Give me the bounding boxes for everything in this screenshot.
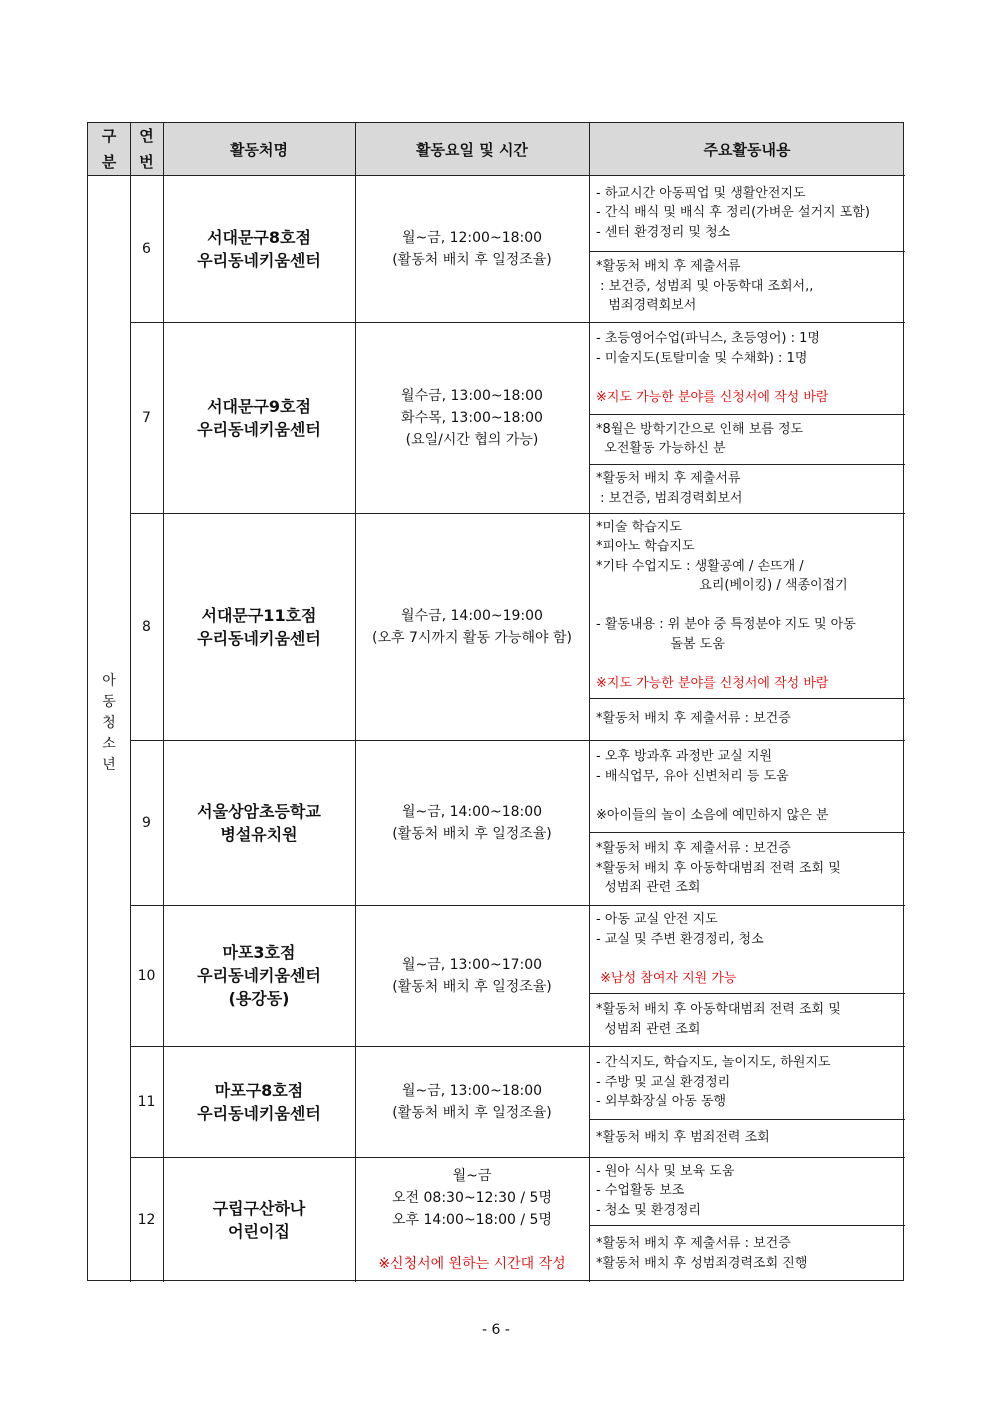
content-line: ※아이들의 놀이 소음에 예민하지 않은 분	[596, 807, 829, 823]
row-number: 7	[142, 409, 151, 426]
schedule-line: ※신청서에 원하는 시간대 작성	[378, 1255, 566, 1272]
content-block	[589, 414, 905, 464]
place-name	[197, 226, 321, 272]
content-text	[589, 747, 828, 825]
header-number-top: 연	[139, 127, 154, 145]
content-line: - 주방 및 교실 환경정리	[596, 1074, 731, 1090]
content-line: *피아노 학습지도	[596, 539, 695, 555]
category-cell	[88, 175, 130, 1282]
content-line: - 청소 및 환경정리	[596, 1202, 701, 1218]
row-time	[355, 175, 589, 322]
row-time	[355, 1157, 589, 1282]
schedule-text	[392, 801, 552, 845]
place-name-line: (용강동)	[228, 989, 290, 1008]
schedule-line: (활동처 배치 후 일정조율)	[392, 1104, 552, 1121]
place-name	[197, 941, 321, 1010]
header-number-label	[139, 123, 154, 175]
row-number: 6	[142, 240, 151, 257]
schedule-line	[378, 1231, 565, 1253]
schedule-text	[378, 1165, 565, 1275]
page-number: - 6 -	[482, 1322, 510, 1338]
header-time: 활동요일 및 시간	[416, 140, 528, 159]
content-block	[589, 1225, 905, 1282]
content-line: : 보건증, 범죄경력회보서	[596, 490, 743, 506]
schedule-text	[392, 954, 552, 998]
content-line: *미술 학습지도	[596, 519, 682, 535]
content-line	[596, 368, 828, 388]
content-line: ※남성 참여자 지원 가능	[596, 970, 737, 986]
activity-table	[87, 122, 904, 1281]
content-line: - 센터 환경정리 및 청소	[596, 224, 731, 240]
content-line: - 원아 식사 및 보육 도움	[596, 1163, 735, 1179]
content-block	[589, 698, 905, 740]
content-block	[589, 464, 905, 513]
place-name-line: 우리동네키움센터	[197, 419, 321, 439]
place-name-line: 우리동네키움센터	[197, 1103, 321, 1123]
content-text	[589, 1128, 770, 1148]
schedule-line: 오전 08:30~12:30 / 5명	[392, 1189, 552, 1206]
row-number: 12	[137, 1211, 156, 1228]
header-place: 활동처명	[230, 140, 288, 159]
row-time	[355, 905, 589, 1046]
schedule-line: 월~금, 12:00~18:00	[401, 229, 543, 246]
content-text	[589, 257, 813, 316]
content-line: *8월은 방학기간으로 인해 보름 정도	[596, 421, 804, 437]
row-place	[163, 1046, 355, 1157]
content-line: - 교실 및 주변 환경정리, 청소	[596, 931, 764, 947]
content-line: 성범죄 관련 조회	[596, 1021, 701, 1037]
content-line: : 보건증, 성범죄 및 아동학대 조회서,,	[596, 278, 814, 294]
content-line: ※지도 가능한 분야를 신청서에 작성 바람	[596, 675, 829, 691]
schedule-line: (오후 7시까지 활동 가능해야 함)	[372, 629, 572, 646]
content-text	[589, 1234, 807, 1273]
content-line: - 외부화장실 아동 동행	[596, 1094, 727, 1110]
row-place	[163, 513, 355, 740]
place-name-line: 서대문구8호점	[207, 227, 311, 247]
content-line: *활동처 배치 후 제출서류 : 보건증	[596, 711, 791, 727]
content-block	[589, 1157, 905, 1225]
content-text	[589, 1000, 841, 1039]
content-line: *활동처 배치 후 아동학대범죄 전력 조회 및	[596, 1002, 841, 1017]
content-line: *활동처 배치 후 성범죄경력조회 진행	[596, 1255, 808, 1271]
row-time	[355, 322, 589, 513]
schedule-text	[392, 1080, 552, 1124]
row-place	[163, 1157, 355, 1282]
schedule-line: 월~금	[452, 1167, 492, 1184]
content-text	[589, 910, 764, 988]
content-line: 돌봄 도움	[596, 636, 725, 652]
content-block	[589, 832, 905, 905]
header-category-top: 구	[101, 127, 117, 145]
place-name-line: 마포3호점	[222, 943, 296, 962]
schedule-text	[392, 227, 552, 271]
row-number: 11	[137, 1093, 156, 1110]
content-line: *활동처 배치 후 제출서류	[596, 259, 741, 275]
category-label: 아동청소년	[102, 673, 116, 773]
content-line: - 수업활동 보조	[596, 1183, 685, 1199]
content-line	[596, 596, 856, 616]
content-text	[589, 420, 803, 459]
content-line	[596, 949, 764, 969]
place-name-line: 마포구8호점	[214, 1080, 304, 1100]
content-line: *활동처 배치 후 제출서류 : 보건증	[596, 841, 791, 857]
content-line: 범죄경력회보서	[596, 298, 697, 314]
content-line: - 초등영어수업(파닉스, 초등영어) : 1명	[596, 331, 820, 346]
content-text	[589, 518, 856, 694]
content-line: ※지도 가능한 분야를 신청서에 작성 바람	[596, 389, 829, 405]
place-name	[197, 604, 321, 650]
schedule-line: 월~금, 13:00~18:00	[401, 1082, 543, 1099]
content-block	[589, 905, 905, 993]
place-name-line: 서대문구9호점	[207, 396, 311, 416]
row-number: 9	[142, 814, 151, 831]
content-text	[589, 1162, 734, 1221]
schedule-text	[401, 385, 543, 451]
header-number-bottom: 번	[139, 153, 154, 171]
schedule-line: (요일/시간 협의 가능)	[405, 431, 539, 448]
row-number: 8	[142, 618, 151, 635]
content-text	[589, 1053, 831, 1112]
content-block	[589, 513, 905, 698]
content-line: - 활동내용 : 위 분야 중 특정분야 지도 및 아동	[596, 617, 856, 633]
content-block	[589, 175, 905, 251]
content-text	[589, 329, 828, 407]
place-name-line: 우리동네키움센터	[197, 966, 321, 985]
content-line: *활동처 배치 후 아동학대범죄 전력 조회 및	[596, 860, 841, 876]
place-name	[197, 1079, 321, 1125]
content-line: *활동처 배치 후 제출서류	[596, 471, 741, 486]
content-block	[589, 740, 905, 832]
place-name-line: 병설유치원	[220, 824, 298, 844]
content-text	[589, 709, 791, 729]
header-category	[88, 123, 130, 175]
header-content: 주요활동내용	[703, 140, 791, 159]
content-text	[589, 839, 841, 898]
content-line: *기타 수업지도 : 생활공예 / 손뜨개 /	[596, 558, 804, 574]
row-place	[163, 905, 355, 1046]
content-line: - 미술지도(토탈미술 및 수채화) : 1명	[596, 350, 808, 366]
header-category-bottom: 분	[101, 153, 117, 171]
content-line: - 배식업무, 유아 신변처리 등 도움	[596, 768, 789, 784]
schedule-line: 화수목, 13:00~18:00	[401, 409, 543, 426]
place-name	[197, 800, 321, 846]
header-number	[130, 123, 163, 175]
content-block	[589, 322, 905, 414]
schedule-line: 월수금, 13:00~18:00	[401, 387, 543, 404]
place-name-line: 구립구산하나	[212, 1198, 306, 1218]
content-line: *활동처 배치 후 제출서류 : 보건증	[596, 1236, 791, 1251]
content-text	[589, 469, 743, 508]
content-line: - 아동 교실 안전 지도	[596, 912, 718, 927]
content-line: - 간식지도, 학습지도, 놀이지도, 하원지도	[596, 1055, 831, 1071]
header-category-label	[102, 123, 117, 175]
row-place	[163, 322, 355, 513]
content-text	[589, 184, 870, 243]
place-name-line: 서대문구11호점	[201, 605, 317, 625]
place-name-line: 서울상암초등학교	[197, 801, 321, 821]
content-line: - 간식 배식 및 배식 후 정리(가벼운 설거지 포함)	[596, 205, 870, 221]
row-time	[355, 1046, 589, 1157]
schedule-line: 월~금, 14:00~18:00	[401, 803, 543, 820]
schedule-line: 월~금, 13:00~17:00	[401, 956, 543, 973]
content-line: - 하교시간 아동픽업 및 생활안전지도	[596, 185, 806, 201]
schedule-line: (활동처 배치 후 일정조율)	[392, 825, 552, 842]
schedule-line: (활동처 배치 후 일정조율)	[392, 978, 552, 995]
content-line: 성범죄 관련 조회	[596, 880, 701, 896]
content-line	[596, 654, 856, 674]
place-name-line: 어린이집	[228, 1221, 290, 1241]
row-time	[355, 513, 589, 740]
schedule-line: 오후 14:00~18:00 / 5명	[392, 1211, 552, 1228]
content-block	[589, 1119, 905, 1157]
place-name-line: 우리동네키움센터	[197, 628, 321, 648]
schedule-line: 월수금, 14:00~19:00	[401, 607, 543, 624]
content-line	[596, 786, 828, 806]
content-line: *활동처 배치 후 범죄전력 조회	[596, 1130, 770, 1146]
row-time	[355, 740, 589, 905]
row-place	[163, 175, 355, 322]
content-block	[589, 993, 905, 1046]
schedule-text	[372, 605, 572, 649]
row-number: 10	[137, 967, 156, 984]
schedule-line: (활동처 배치 후 일정조율)	[392, 251, 552, 268]
content-line: 오전활동 가능하신 분	[596, 441, 726, 456]
content-line: 요리(베이킹) / 색종이접기	[596, 578, 848, 594]
place-name	[197, 395, 321, 441]
row-place	[163, 740, 355, 905]
content-block	[589, 1046, 905, 1119]
place-name-line: 우리동네키움센터	[197, 250, 321, 270]
place-name	[213, 1197, 306, 1243]
content-block	[589, 251, 905, 322]
content-line: - 오후 방과후 과정반 교실 지원	[596, 749, 773, 764]
